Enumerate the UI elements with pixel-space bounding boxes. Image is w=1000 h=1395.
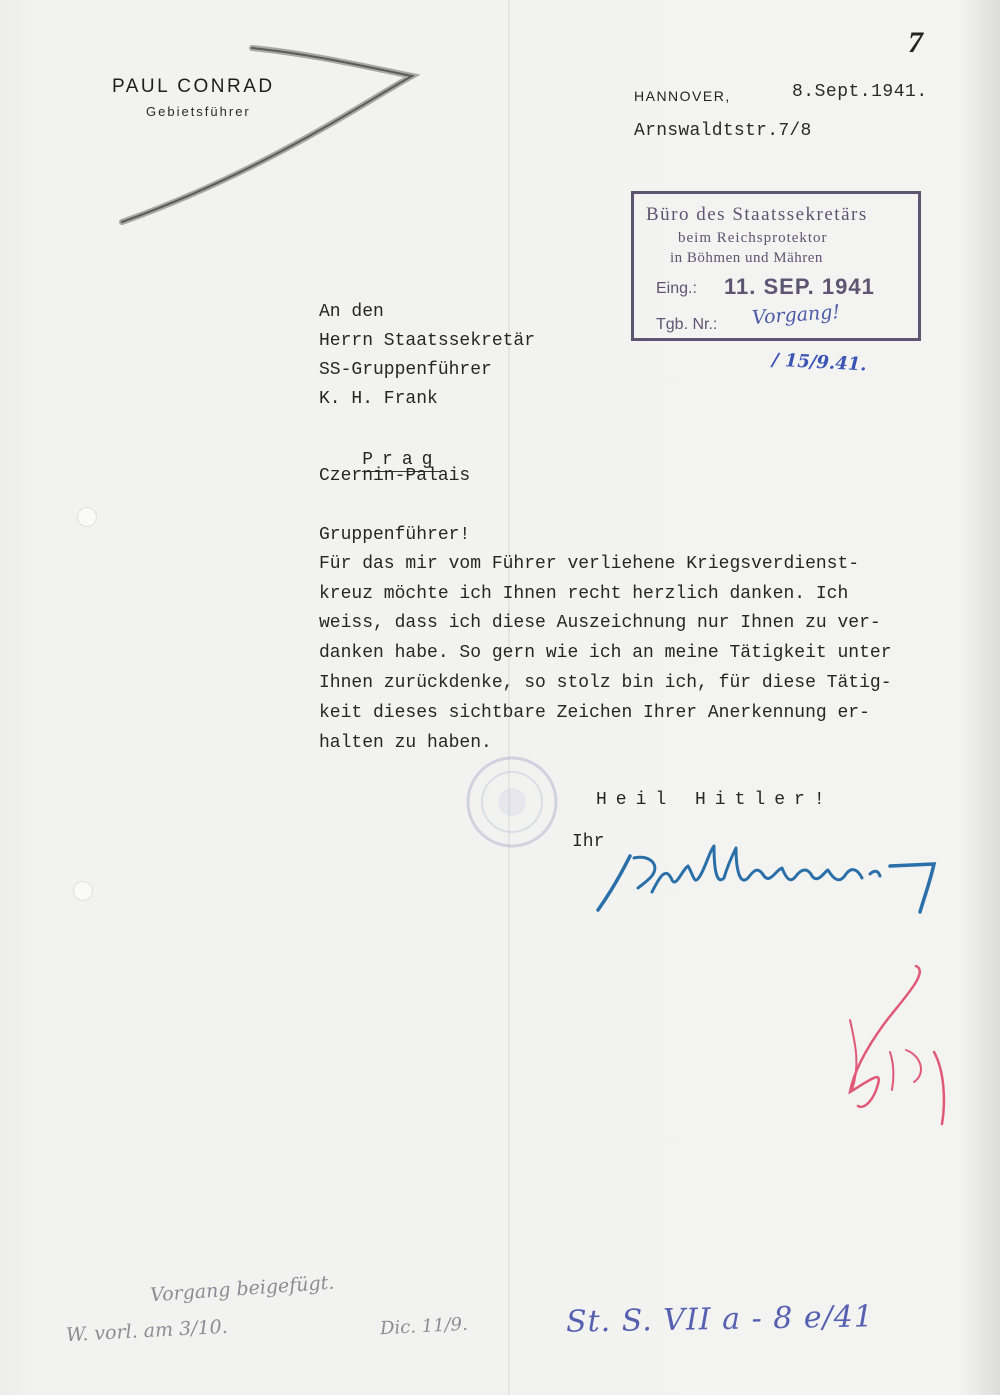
pencil-note-resubmit: W. vorl. am 3/10. [65, 1315, 229, 1347]
pencil-note-dictated: Dic. 11/9. [379, 1313, 469, 1340]
stamp-received-date: 11. SEP. 1941 [724, 274, 875, 299]
recipient-city: Prag [362, 450, 442, 470]
stamp-office-line: Büro des Staatssekretärs [646, 204, 868, 225]
body-line: kreuz möchte ich Ihnen recht herzlich danken. Ich [319, 584, 849, 604]
stamp-journal-handwritten: Vorgang! [751, 300, 841, 330]
stamp-office-line-2: beim Reichsprotektor [678, 230, 828, 246]
pencil-note-attached: Vorgang beigefügt. [149, 1271, 335, 1307]
chevron-arrow-mark-icon [112, 40, 422, 230]
recipient-line-2: Herrn Staatssekretär [319, 331, 536, 351]
file-reference-number: St. S. VII a - 8 e/41 [565, 1299, 875, 1340]
recipient-name: K. H. Frank [319, 389, 438, 409]
sender-city: HANNOVER, [634, 88, 731, 104]
sender-street: Arnswaldtstr.7/8 [634, 121, 812, 141]
stamp-received-label: Eing.: [656, 280, 697, 297]
punch-hole-lower [74, 882, 92, 900]
body-line: keit dieses sichtbare Zeichen Ihrer Anerkennung er- [319, 703, 870, 723]
stamp-journal-label: Tgb. Nr.: [656, 316, 718, 333]
body-line: weiss, dass ich diese Auszeichnung nur Ihnen zu ver- [319, 613, 881, 633]
stamp-office-line-3: in Böhmen und Mähren [670, 250, 823, 266]
red-pencil-initial-icon [830, 960, 970, 1130]
body-line: halten zu haben. [319, 733, 492, 753]
closing-greeting: Heil Hitler! [596, 790, 834, 810]
letterhead-name: PAUL CONRAD [112, 76, 275, 97]
page-number: 7 [908, 26, 923, 59]
body-line: Ihnen zurückdenke, so stolz bin ich, für diese Tätig- [319, 673, 892, 693]
recipient-line-3: SS-Gruppenführer [319, 360, 492, 380]
blue-pencil-date: / 15/9.41. [771, 349, 868, 376]
recipient-address: Czernin-Palais [319, 466, 471, 486]
faint-circular-seal-icon [462, 752, 562, 852]
letterhead-title: Gebietsführer [146, 104, 251, 119]
signoff: Ihr [572, 832, 605, 852]
punch-hole-upper [78, 508, 96, 526]
handwritten-signature-icon [590, 826, 950, 926]
paper-fold-line [508, 0, 510, 1395]
body-line: danken habe. So gern wie ich an meine Tätigkeit unter [319, 643, 892, 663]
paper-edge-shadow [960, 0, 1000, 1395]
recipient-line-1: An den [319, 302, 384, 322]
body-line: Für das mir vom Führer verliehene Kriegsverdienst- [319, 554, 860, 574]
letter-date: 8.Sept.1941. [792, 82, 928, 102]
salutation: Gruppenführer! [319, 525, 471, 545]
